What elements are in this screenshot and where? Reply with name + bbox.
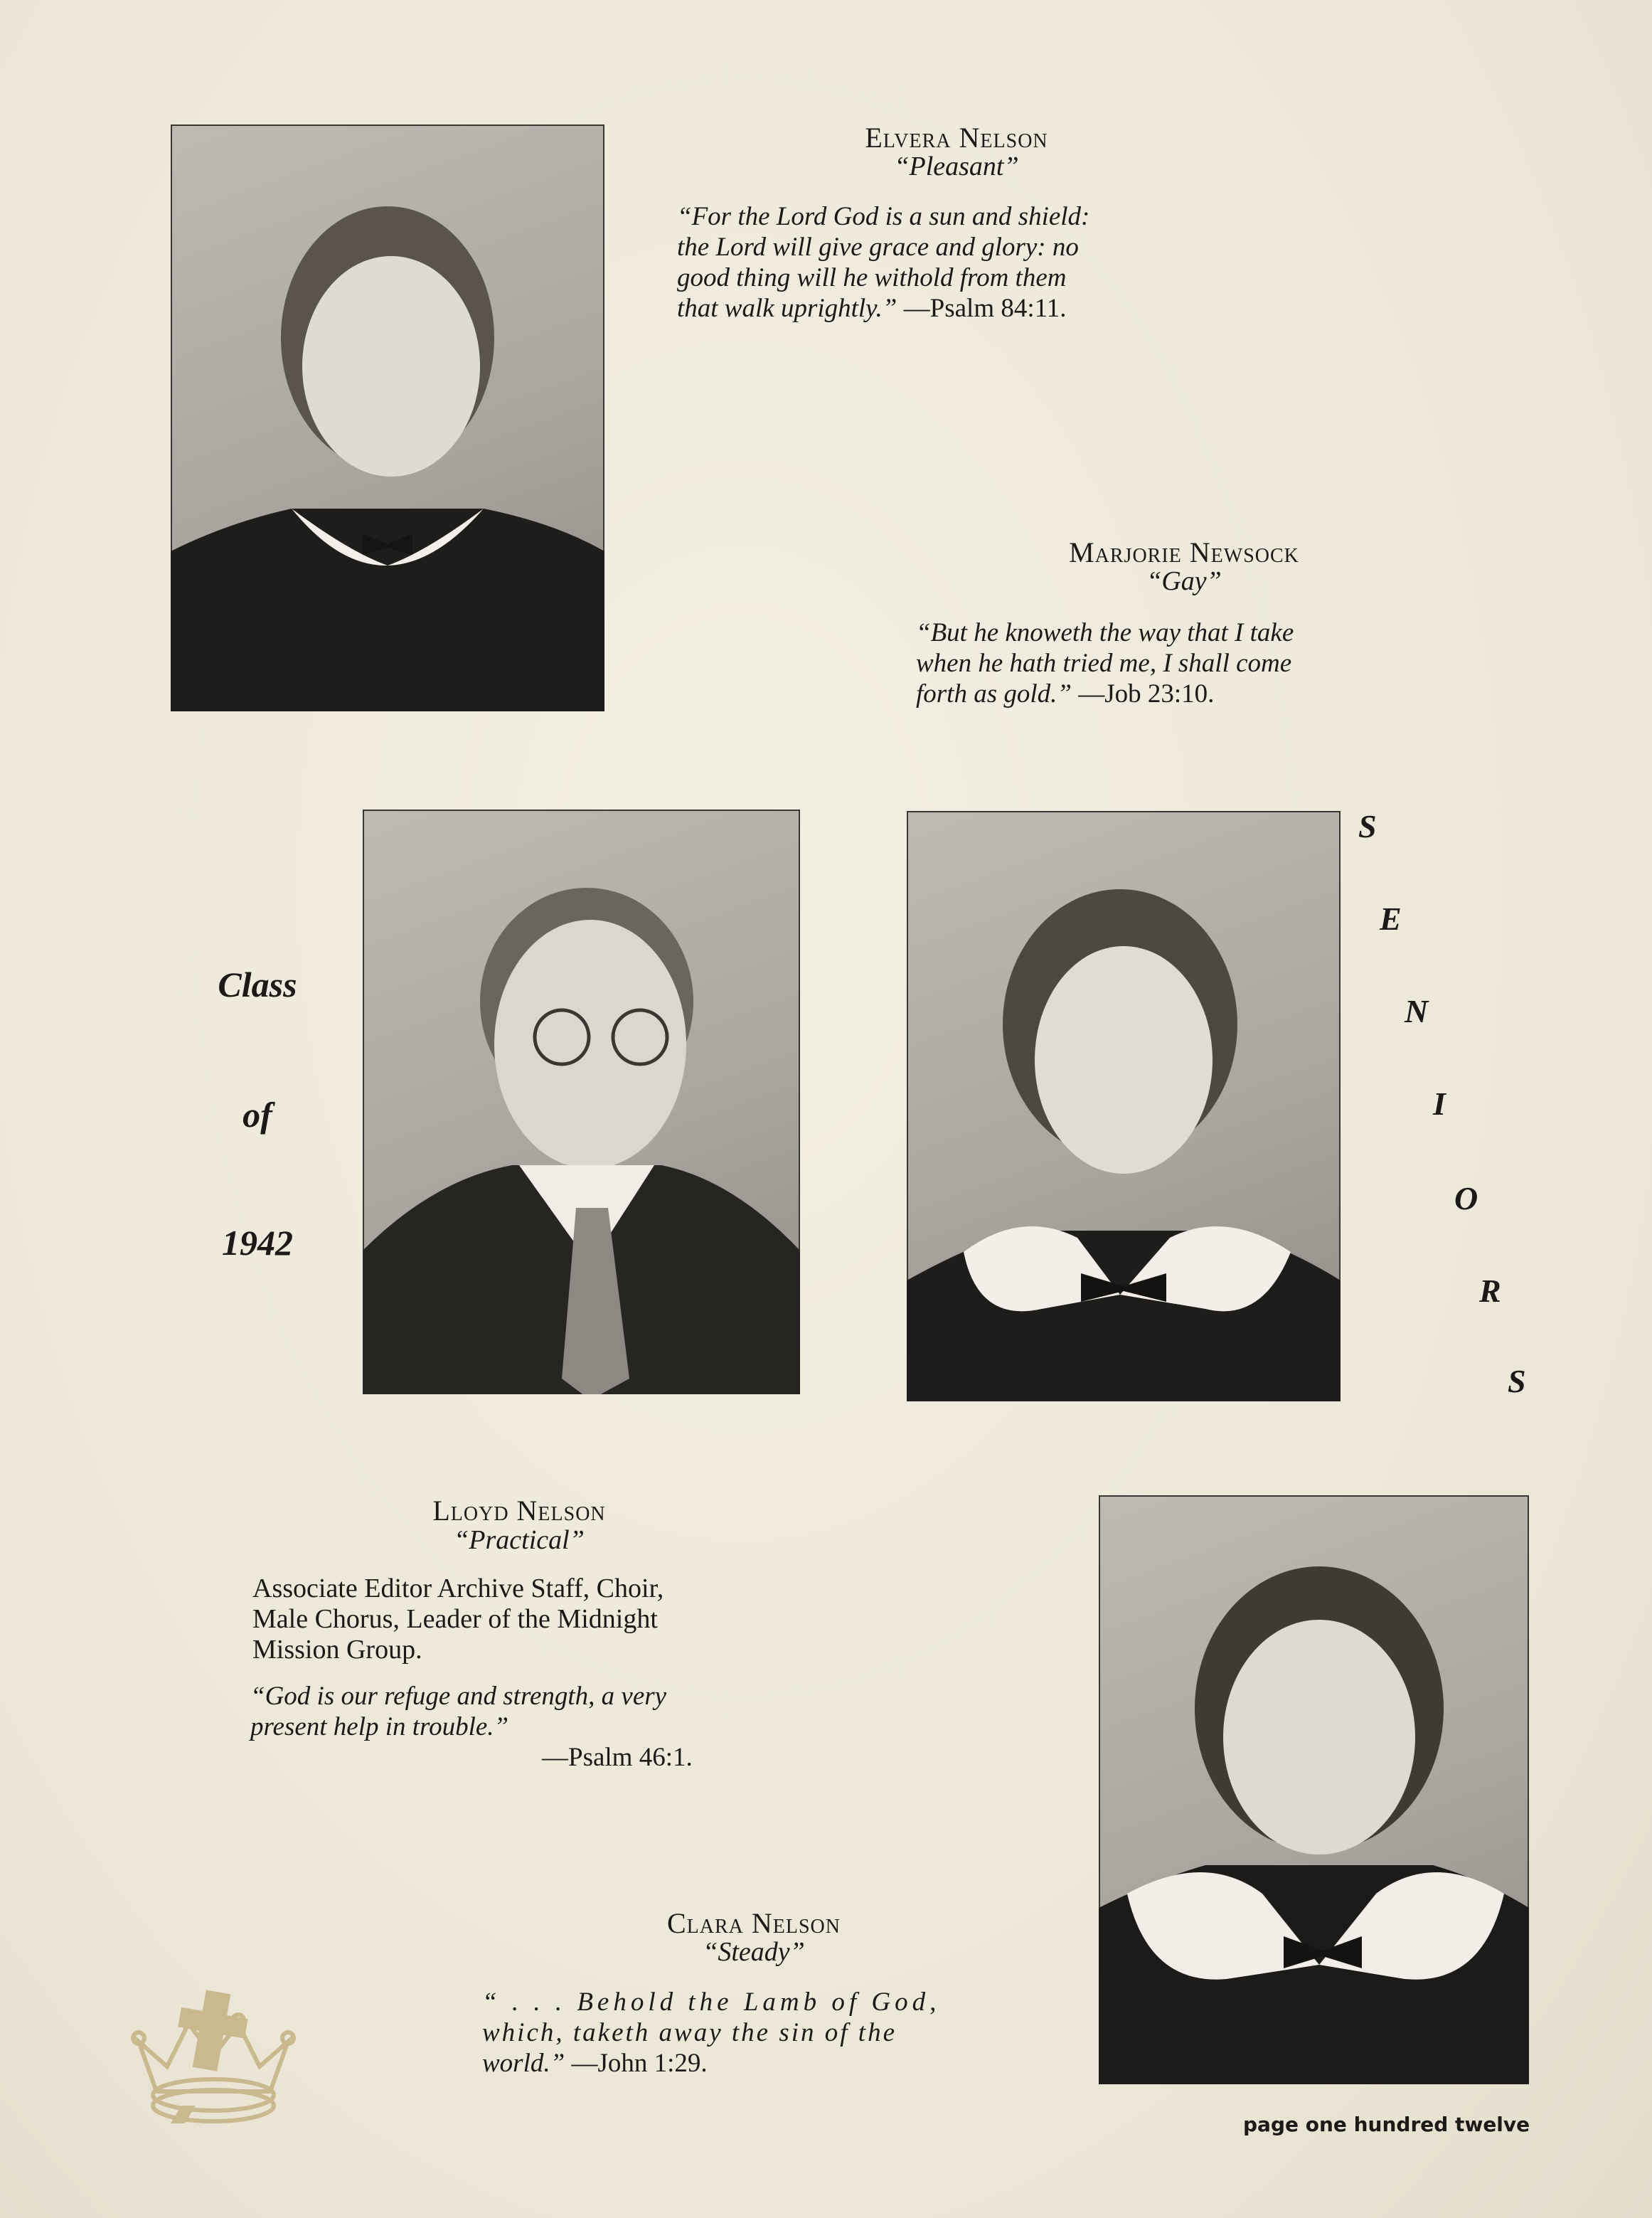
seniors-letter: S [1508, 1363, 1526, 1399]
entry-name: Marjorie Newsock [1069, 536, 1299, 568]
quote-line: “But he knoweth the way that I take [916, 618, 1294, 647]
portrait-photo-elvera-nelson [171, 124, 604, 711]
quote-line: “ . . . Behold the Lamb of God, [482, 1988, 941, 2017]
entry-nickname: “Pleasant” [894, 152, 1019, 181]
entry-nickname: “Gay” [1146, 566, 1222, 596]
entry-nickname: “Steady” [703, 1937, 805, 1967]
crown-and-cross-icon [124, 1985, 302, 2123]
entry-name: Clara Nelson [666, 1907, 841, 1939]
scripture-reference: —Psalm 84:11. [897, 294, 1067, 323]
entry-quote [482, 1987, 1037, 2079]
scripture-reference: —John 1:29. [565, 2049, 708, 2078]
activities-line: Mission Group. [252, 1635, 422, 1665]
seniors-letter: E [1380, 901, 1402, 937]
activities-line: Associate Editor Archive Staff, Choir, [252, 1574, 664, 1603]
seniors-letter: R [1479, 1273, 1501, 1309]
quote-line: that walk uprightly.” [677, 294, 897, 323]
entry-quote [677, 201, 1260, 324]
quote-line: present help in trouble.” [250, 1712, 509, 1741]
portrait-photo-clara-nelson [1099, 1495, 1529, 2084]
activities-line: Male Chorus, Leader of the Midnight [252, 1604, 658, 1634]
quote-line: forth as gold.” [916, 679, 1072, 709]
entry-activities [252, 1574, 836, 1665]
portrait-photo-lloyd-nelson [363, 810, 800, 1394]
quote-line: the Lord will give grace and glory: no [677, 233, 1079, 262]
entry-name: Elvera Nelson [865, 122, 1048, 154]
quote-line: when he hath tried me, I shall come [916, 649, 1292, 678]
seniors-letter: S [1358, 808, 1377, 844]
quote-line: “For the Lord God is a sun and shield: [677, 202, 1090, 231]
quote-line: world.” [482, 2049, 565, 2078]
scripture-reference: —Psalm 46:1. [542, 1743, 693, 1772]
class-label: Class [218, 965, 297, 1004]
class-year: 1942 [222, 1223, 293, 1263]
quote-line: “God is our refuge and strength, a very [250, 1682, 667, 1711]
seniors-letter: O [1454, 1180, 1478, 1216]
entry-name: Lloyd Nelson [432, 1495, 606, 1527]
seniors-letter: I [1433, 1086, 1446, 1122]
class-label: of [243, 1095, 272, 1135]
quote-line: which, taketh away the sin of the [482, 2018, 897, 2047]
quote-line: good thing will he withold from them [677, 263, 1067, 292]
seniors-letter: N [1405, 993, 1429, 1029]
scripture-reference: —Job 23:10. [1071, 679, 1215, 709]
entry-quote [916, 617, 1471, 709]
portrait-photo-marjorie-newsock [907, 811, 1341, 1401]
entry-nickname: “Practical” [454, 1525, 585, 1555]
page-number: page one hundred twelve [1243, 2113, 1530, 2136]
entry-quote [250, 1681, 833, 1773]
